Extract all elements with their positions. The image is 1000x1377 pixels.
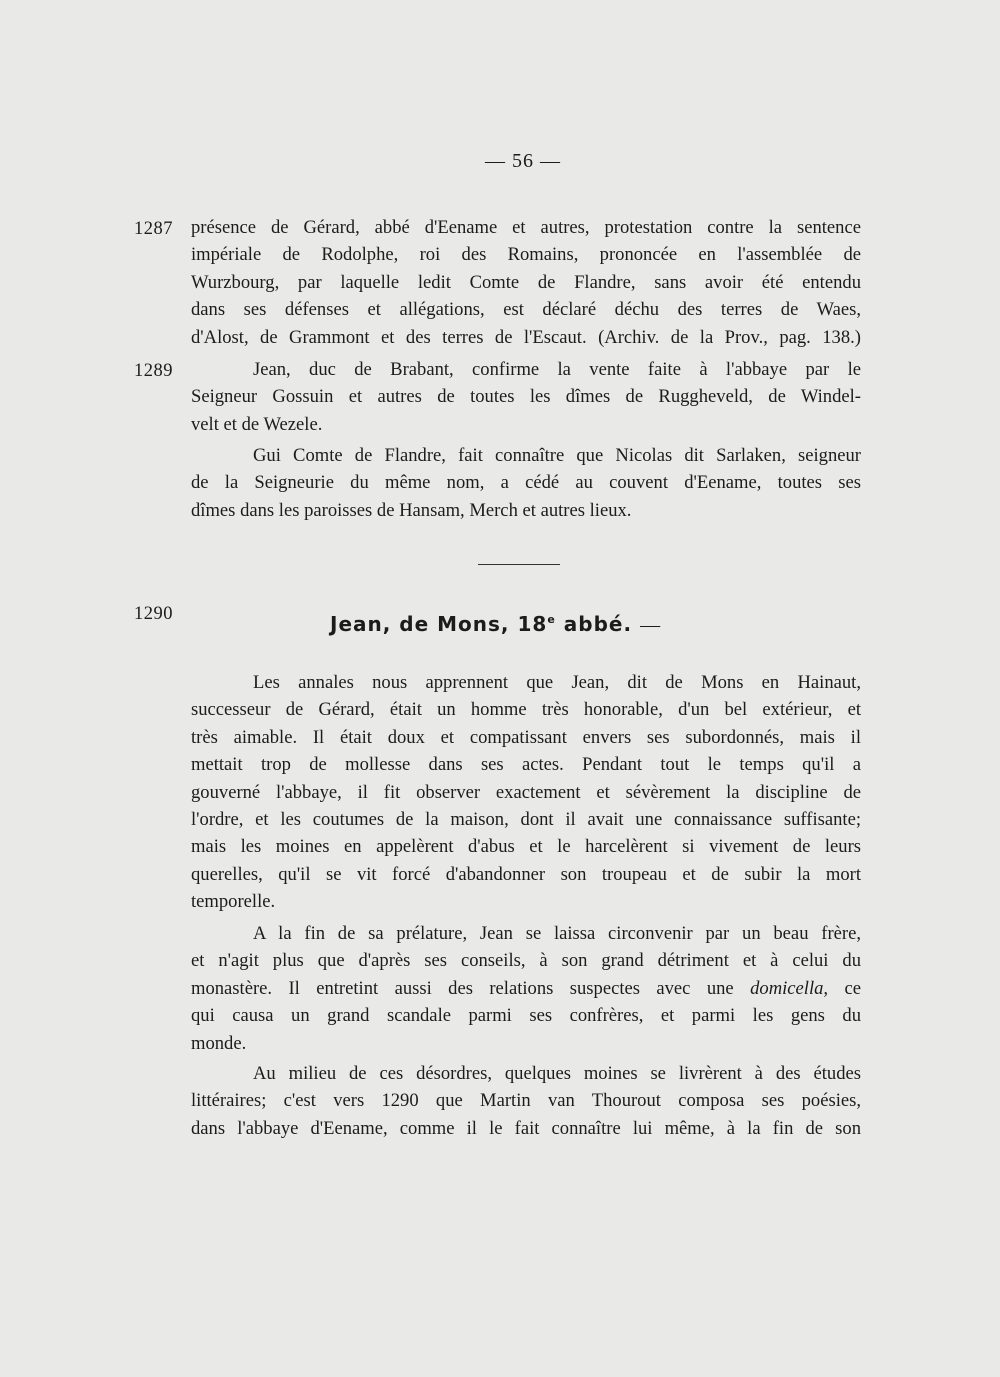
text-line: querelles, qu'il se vit forcé d'abandonner son troupeau et de subir la mort: [191, 863, 861, 885]
text-line: Wurzbourg, par laquelle ledit Comte de Flandre, sans avoir été entendu: [191, 271, 861, 293]
paragraph-annales: [191, 669, 861, 916]
text-line: qui causa un grand scandale parmi ses confrères, et parmi les gens du: [191, 1005, 861, 1027]
paragraph-gui: [191, 442, 861, 524]
text-line-with-italic: [191, 975, 861, 1002]
heading-dash: —: [640, 614, 662, 636]
text-line: et n'agit plus que d'après ses conseils, à son grand détriment et à celui du: [191, 950, 861, 972]
text-line: A la fin de sa prélature, Jean se laissa circonvenir par un beau frère,: [253, 923, 861, 944]
margin-year-1290: 1290: [134, 604, 173, 624]
text-line: Seigneur Gossuin et autres de toutes les dîmes de Ruggheveld, de Windel-: [191, 386, 861, 408]
text-line: impériale de Rodolphe, roi des Romains, prononcée en l'assemblée de: [191, 244, 861, 266]
heading-title: abbé.: [555, 612, 633, 636]
text-line: littéraires; c'est vers 1290 que Martin van Thourout composa ses poésies,: [191, 1090, 861, 1112]
text-line: temporelle.: [191, 891, 276, 913]
text-line: Jean, duc de Brabant, confirme la vente faite à l'abbaye par le: [253, 359, 861, 380]
text-line: Les annales nous apprennent que Jean, dit de Mons en Hainaut,: [253, 672, 861, 693]
text-line: velt et de Wezele.: [191, 413, 323, 435]
text-line: mettait trop de mollesse dans ses actes. Pendant tout le temps qu'il a: [191, 754, 861, 776]
text-line: l'ordre, et les coutumes de la maison, dont il avait une connaissance suffisante;: [191, 809, 861, 831]
text-line: monde.: [191, 1032, 247, 1054]
text-line: Gui Comte de Flandre, fait connaître que Nicolas dit Sarlaken, seigneur: [253, 445, 861, 466]
text-line: très aimable. Il était doux et compatissant envers ses subordonnés, mais il: [191, 726, 861, 748]
section-heading: [330, 612, 770, 637]
paragraph-1289: [191, 356, 861, 438]
text-segment: ce: [844, 977, 861, 999]
heading-superscript: e: [547, 613, 556, 626]
text-line: présence de Gérard, abbé d'Eename et autres, protestation contre la sentence: [191, 217, 861, 238]
text-line: successeur de Gérard, était un homme très honorable, d'un bel extérieur, et: [191, 699, 861, 721]
paragraph-prelature: [191, 920, 861, 1057]
text-segment: monastère. Il entretint aussi des relations suspectes avec une: [191, 977, 734, 999]
text-line: mais les moines en appelèrent d'abus et le harcelèrent si vivement de leurs: [191, 836, 861, 858]
text-line: dans ses défenses et allégations, est déclaré déchu des terres de Waes,: [191, 299, 861, 321]
margin-year-1287: 1287: [134, 219, 173, 239]
text-line: dîmes dans les paroisses de Hansam, Merch et autres lieux.: [191, 499, 632, 521]
text-line: gouverné l'abbaye, il fit observer exactement et sévèrement la discipline de: [191, 781, 861, 803]
text-line: Au milieu de ces désordres, quelques moines se livrèrent à des études: [253, 1063, 861, 1084]
heading-name: Jean, de Mons, 18: [330, 612, 548, 636]
italic-word: domicella,: [750, 977, 829, 999]
paragraph-milieu: [191, 1060, 861, 1142]
page-number: — 56 —: [485, 150, 561, 172]
text-line: dans l'abbaye d'Eename, comme il le fait connaître lui même, à la fin de son: [191, 1117, 861, 1139]
margin-year-1289: 1289: [134, 361, 173, 381]
text-line: d'Alost, de Grammont et des terres de l'Escaut. (Archiv. de la Prov., pag. 138.): [191, 326, 861, 348]
paragraph-1287: [191, 214, 861, 351]
text-line: de la Seigneurie du même nom, a cédé au couvent d'Eename, toutes ses: [191, 472, 861, 494]
section-divider: [478, 564, 560, 565]
